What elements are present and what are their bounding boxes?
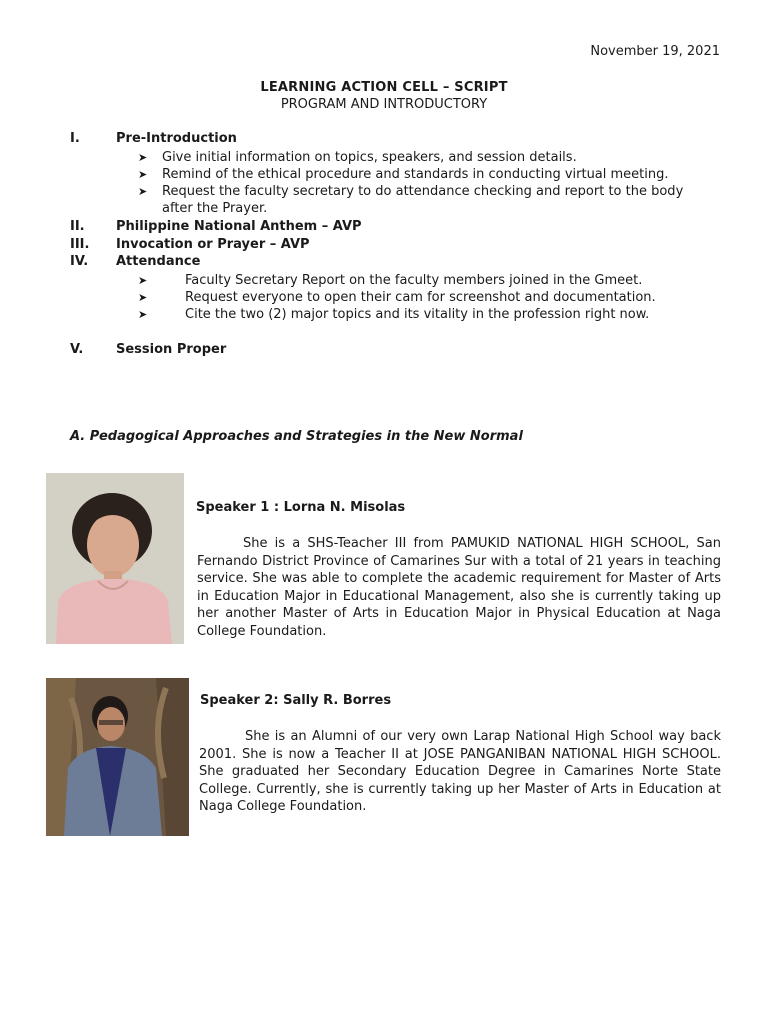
section-numeral-4: IV. bbox=[70, 254, 89, 269]
bullet-item: Cite the two (2) major topics and its vitality in the profession right now. bbox=[185, 307, 650, 322]
section-label-5: Session Proper bbox=[116, 342, 227, 357]
arrow-bullet-icon: ➤ bbox=[138, 185, 148, 198]
arrow-bullet-icon: ➤ bbox=[138, 308, 148, 321]
bullet-item: Request everyone to open their cam for screenshot and documentation. bbox=[185, 290, 656, 305]
section-label-4: Attendance bbox=[116, 254, 201, 269]
section-numeral-5: V. bbox=[70, 342, 84, 357]
document-date: November 19, 2021 bbox=[590, 44, 720, 59]
section-label-3: Invocation or Prayer – AVP bbox=[116, 237, 310, 252]
document-subtitle: PROGRAM AND INTRODUCTORY bbox=[280, 97, 488, 112]
session-heading: A. Pedagogical Approaches and Strategies in the New Normal bbox=[70, 429, 523, 444]
bullet-item: Request the faculty secretary to do attendance checking and report to the body after the Prayer. bbox=[162, 184, 684, 216]
bullet-item: Remind of the ethical procedure and standards in conducting virtual meeting. bbox=[162, 167, 669, 182]
section-numeral-2: II. bbox=[70, 219, 85, 234]
section-numeral-3: III. bbox=[70, 237, 90, 252]
speaker-2-name: Speaker 2: Sally R. Borres bbox=[200, 693, 392, 708]
section-numeral-1: I. bbox=[70, 131, 80, 146]
document-title: LEARNING ACTION CELL – SCRIPT bbox=[260, 80, 508, 95]
arrow-bullet-icon: ➤ bbox=[138, 291, 148, 304]
arrow-bullet-icon: ➤ bbox=[138, 168, 148, 181]
bullet-item: Give initial information on topics, speakers, and session details. bbox=[162, 150, 577, 165]
speaker-1-photo bbox=[46, 473, 184, 644]
arrow-bullet-icon: ➤ bbox=[138, 274, 148, 287]
speaker-1-name: Speaker 1 : Lorna N. Misolas bbox=[196, 500, 406, 515]
speaker-2-bio: She is an Alumni of our very own Larap National High School way back 2001. She is now a Teacher II at JOSE PANGANIBAN NATIONAL HIGH SCHOOL. She graduated her Secondary Education Degree in Camarines Norte State College. Currently, she is currently taking up her Master of Arts in Education at Naga College Foundation. bbox=[199, 729, 721, 814]
speaker-1-bio: She is a SHS-Teacher III from PAMUKID NATIONAL HIGH SCHOOL, San Fernando District Province of Camarines Sur with a total of 21 years in teaching service. She was able to complete the academic requirement for Master of Arts in Education Major in Educational Management, also she is currently taking up her another Master of Arts in Education Major in Physical Education at Naga College Foundation. bbox=[197, 536, 721, 639]
section-label-2: Philippine National Anthem – AVP bbox=[116, 219, 362, 234]
arrow-bullet-icon: ➤ bbox=[138, 151, 148, 164]
speaker-2-photo bbox=[46, 678, 189, 836]
bullet-item: Faculty Secretary Report on the faculty members joined in the Gmeet. bbox=[185, 273, 643, 288]
section-label-1: Pre-Introduction bbox=[116, 131, 237, 146]
